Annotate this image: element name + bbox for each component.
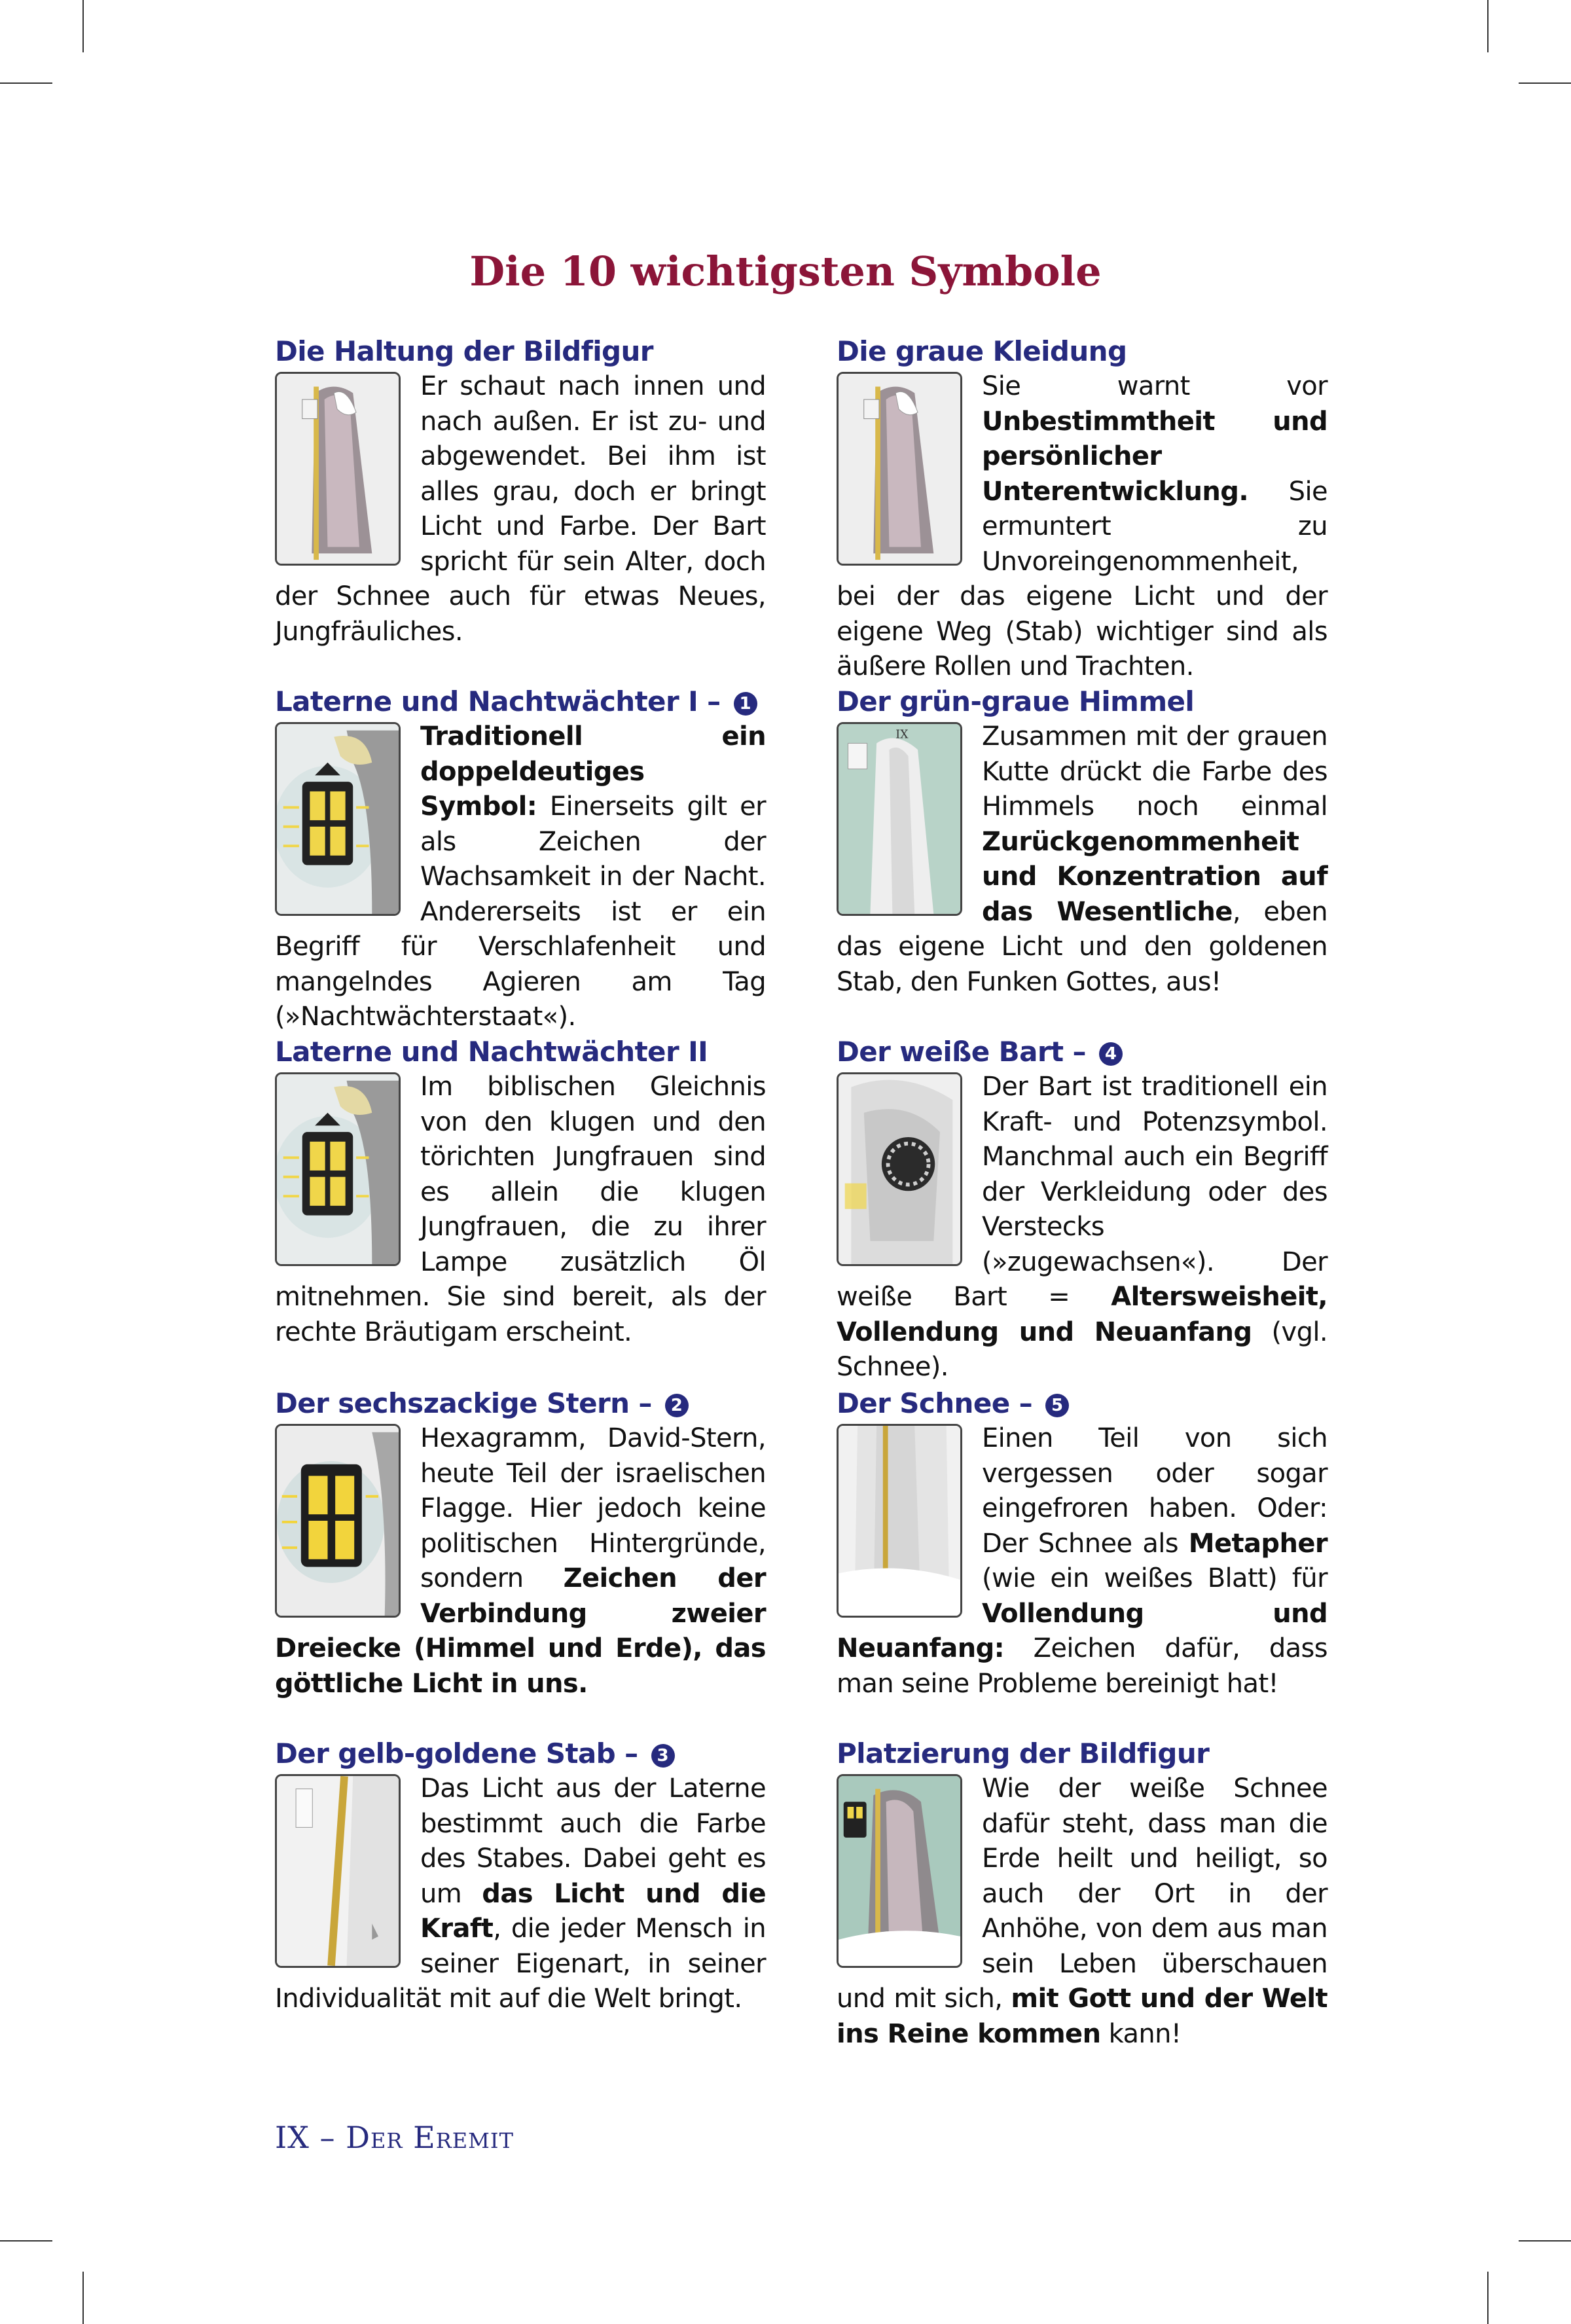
- section-heading: [275, 1736, 766, 1771]
- card-name: Der Eremit: [346, 2120, 514, 2155]
- hermit-figure-icon: [275, 372, 401, 566]
- section-heading: [837, 1034, 1327, 1070]
- beard-icon: [837, 1072, 962, 1266]
- emphasis-text: Unbestimmtheit und persönlicher Unterentwicklung.: [982, 406, 1327, 507]
- staff-icon: [275, 1774, 401, 1968]
- body-text: Im biblischen Gleichnis von den klugen und den törichten Jungfrauen sind es allein die klugen Jungfrauen, die zu ihrer Lampe zusätzlich Öl mitnehmen. Sie sind bereit, als der rechte Bräutigam erscheint.: [275, 1072, 766, 1347]
- section-title: Die Haltung der Bildfigur: [275, 335, 653, 367]
- emphasis-text: mit Gott und der Welt ins Reine kommen: [837, 1984, 1327, 2049]
- section-heading: [837, 1736, 1327, 1771]
- emphasis-text: Zeichen der Verbindung zweier Dreiecke (Himmel und Erde), das göttliche Licht in uns.: [275, 1563, 766, 1699]
- symbol-section: [275, 684, 766, 1035]
- emphasis-text: Traditionell ein doppeldeutiges Symbol:: [420, 721, 766, 822]
- symbol-section: [837, 1386, 1327, 1701]
- section-title: Platzierung der Bildfigur: [837, 1737, 1210, 1770]
- crop-mark: [0, 2240, 52, 2242]
- symbol-section: [837, 1736, 1327, 2052]
- section-heading: [275, 334, 766, 369]
- crop-mark: [82, 2272, 84, 2324]
- body-text: Sie ermuntert zu Unvoreingenommenheit, bei der das eigene Licht und der eigene Weg (Stab) wichtiger sind als äußere Rollen und Trachten.: [837, 476, 1327, 681]
- section-heading: [837, 684, 1327, 719]
- card-numeral: IX: [275, 2120, 310, 2155]
- section-title: Der Schnee –: [837, 1387, 1042, 1419]
- crop-mark: [1519, 2240, 1571, 2242]
- emphasis-text: Zurückgenommenheit und Konzentration auf das Wesentliche: [982, 826, 1327, 927]
- full-card-icon: [837, 1774, 962, 1968]
- hermit-figure-icon: [837, 372, 962, 566]
- emphasis-text: Altersweisheit, Vollendung und Neuanfang: [837, 1282, 1327, 1347]
- svg-text:IX: IX: [895, 728, 909, 742]
- body-text: Zeichen dafür, dass man seine Probleme bereinigt hat!: [837, 1633, 1327, 1699]
- footer-dash: –: [309, 2120, 346, 2155]
- body-text: (vgl. Schnee).: [837, 1316, 1327, 1382]
- symbol-section: [837, 684, 1327, 1000]
- section-title: Der gelb-goldene Stab –: [275, 1737, 647, 1770]
- emphasis-text: Vollendung und Neuanfang:: [837, 1598, 1327, 1663]
- number-badge: 3: [651, 1744, 675, 1768]
- body-text: kann!: [1100, 2018, 1182, 2049]
- body-text: Hexagramm, David-Stern, heute Teil der israelischen Flagge. Hier jedoch keine politischen Hintergründe, sondern: [420, 1423, 766, 1593]
- snow-icon: [837, 1424, 962, 1618]
- body-text: Einen Teil von sich vergessen oder sogar eingefroren haben. Oder: Der Schnee als: [982, 1423, 1327, 1559]
- section-title: Laterne und Nachtwächter II: [275, 1036, 708, 1068]
- section-title: Der grün-graue Himmel: [837, 685, 1195, 717]
- lantern-icon: [275, 1072, 401, 1266]
- section-heading: [837, 1386, 1327, 1421]
- crop-mark: [1519, 82, 1571, 84]
- crop-mark: [1487, 2272, 1489, 2324]
- section-title: Laterne und Nachtwächter I –: [275, 685, 730, 717]
- section-title: Der weiße Bart –: [837, 1036, 1095, 1068]
- body-text: (wie ein weißes Blatt) für: [982, 1563, 1327, 1593]
- section-heading: [837, 334, 1327, 369]
- crop-mark: [1487, 0, 1489, 52]
- symbol-section: [275, 1736, 766, 2017]
- section-heading: [275, 1386, 766, 1421]
- number-badge: 2: [665, 1394, 689, 1417]
- body-text: Der Bart ist traditionell ein Kraft- und Potenzsymbol. Manchmal auch ein Begriff der Verkleidung oder des Verstecks (»zugewachsen«). Der weiße Bart =: [837, 1072, 1327, 1312]
- symbol-section: [837, 1034, 1327, 1385]
- body-text: Einerseits gilt er als Zeichen der Wachsamkeit in der Nacht. Andererseits ist er ein Begriff für Verschlafenheit und mangelndes Agieren am Tag (»Nachtwächterstaat«).: [275, 791, 766, 1032]
- number-badge: 4: [1099, 1042, 1123, 1066]
- running-footer: [275, 2120, 514, 2155]
- number-badge: 5: [1045, 1394, 1069, 1417]
- number-badge: 1: [734, 692, 757, 716]
- section-title: Der sechszackige Stern –: [275, 1387, 661, 1419]
- lantern-icon: [275, 722, 401, 916]
- symbol-section: [275, 1386, 766, 1701]
- body-text: , die jeder Mensch in seiner Eigenart, in seiner Individualität mit auf die Welt bringt.: [275, 1914, 766, 2014]
- body-text: Zusammen mit der grauen Kutte drückt die Farbe des Himmels noch einmal: [982, 721, 1327, 822]
- symbol-section: [837, 334, 1327, 685]
- star-lantern-icon: [275, 1424, 401, 1618]
- emphasis-text: das Licht und die Kraft: [420, 1878, 766, 1944]
- crop-mark: [0, 82, 52, 84]
- body-text: Er schaut nach innen und nach außen. Er ist zu- und abgewendet. Bei ihm ist alles grau, doch er bringt Licht und Farbe. Der Bart spricht für sein Alter, doch der Schnee auch für etwas Neues, Jungfräuliches.: [275, 371, 766, 647]
- section-heading: [275, 1034, 766, 1070]
- body-text: , eben das eigene Licht und den goldenen Stab, den Funken Gottes, aus!: [837, 896, 1327, 997]
- page-title: Die 10 wichtigsten Symbole: [469, 247, 1102, 295]
- body-text: Wie der weiße Schnee dafür steht, dass man die Erde heilt und heiligt, so auch der Ort in der Anhöhe, von dem aus man sein Leben überschauen und mit sich,: [837, 1773, 1327, 2014]
- sky-card-icon: [837, 722, 962, 916]
- section-title: Die graue Kleidung: [837, 335, 1127, 367]
- crop-mark: [82, 0, 84, 52]
- symbol-section: [275, 1034, 766, 1350]
- emphasis-text: Metapher: [1188, 1528, 1327, 1559]
- body-text: Das Licht aus der Laterne bestimmt auch die Farbe des Stabes. Dabei geht es um: [420, 1773, 766, 1909]
- symbol-section: [275, 334, 766, 649]
- section-heading: [275, 684, 766, 719]
- body-text: Sie warnt vor: [982, 371, 1327, 401]
